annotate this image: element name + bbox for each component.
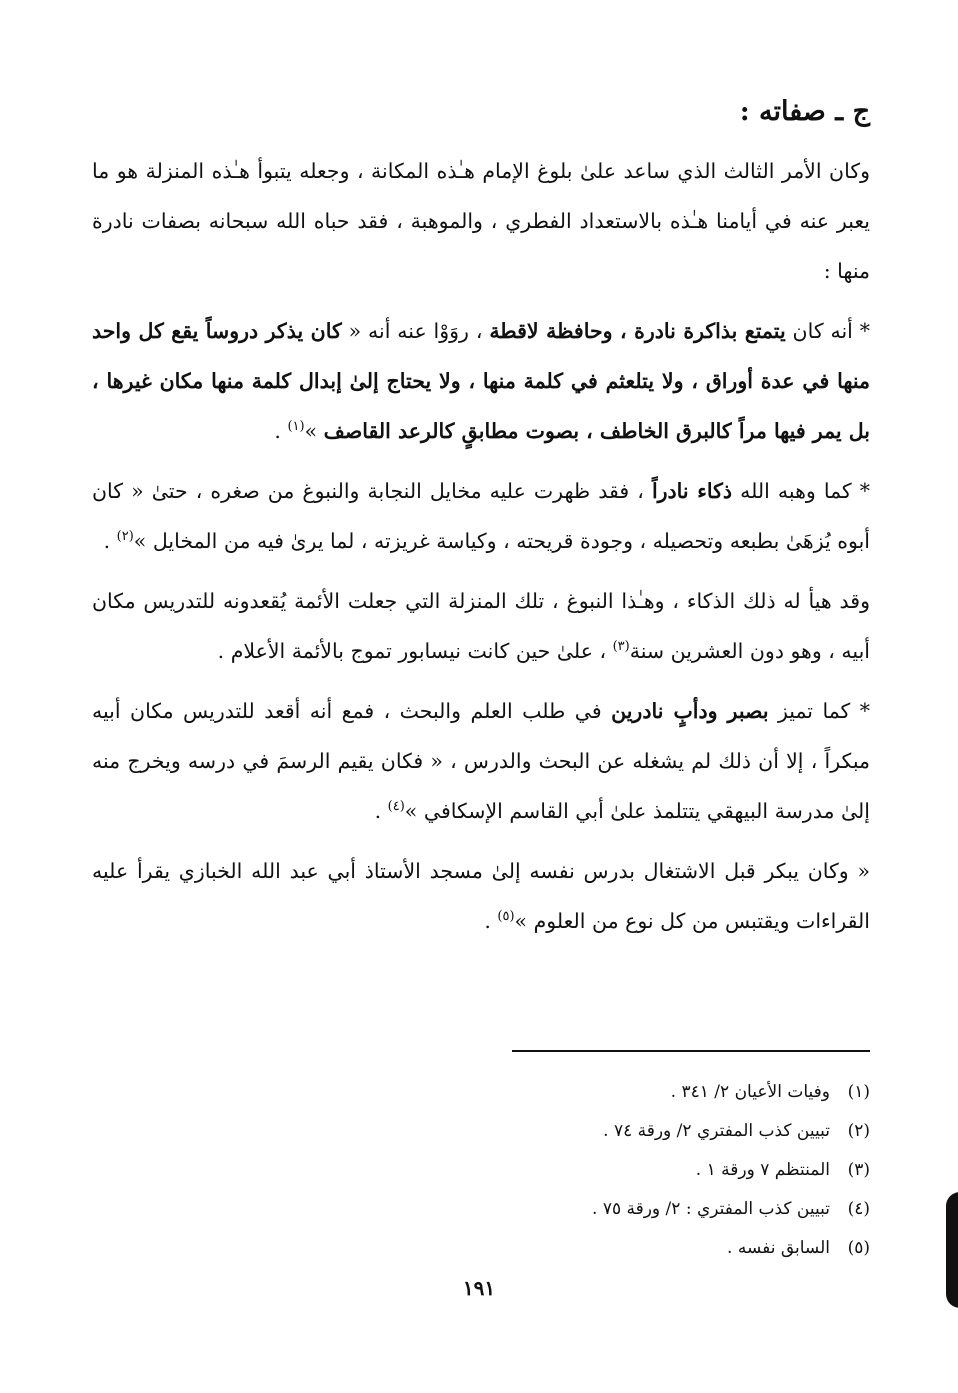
footnote-ref-3[interactable]: (٣) — [612, 639, 630, 655]
paragraph-teaching: وقد هيأ له ذلك الذكاء ، وهـٰذا النبوغ ، تلك المنزلة التي جعلت الأئمة يُقعدونه للتدريس مكان أبيه ، وهو دون العشرين سنة$^{(٣)}$ ، علىٰ حين كانت نيسابور تموج بالأئمة الأعلام . — [92, 589, 870, 663]
footnote-ref-5[interactable]: (٥) — [497, 909, 515, 925]
footnote-ref-2[interactable]: (٢) — [116, 529, 134, 545]
page-number: ١٩١ — [462, 1276, 496, 1300]
footnote-item: (٥) السابق نفسه . — [727, 1238, 870, 1258]
footnote-ref-4[interactable]: (٤) — [387, 799, 405, 815]
paragraph-intelligence: * كما وهبه الله ذكاء نادراً ، فقد ظهرت عليه مخايل النجابة والنبوغ من صغره ، حتىٰ « كان أبوه يُزهَىٰ بطبعه وتحصيله ، وجودة قريحته ، وكياسة غريزته ، لما يرىٰ فيه من المخايل »$^{(٢)}$ . — [92, 479, 870, 553]
paragraph-intro: وكان الأمر الثالث الذي ساعد علىٰ بلوغ الإمام هـٰذه المكانة ، وجعله يتبوأ هـٰذه المنزلة هو ما يعبر عنه في أيامنا هـٰذه بالاستعداد الفطري ، والموهبة ، فقد حباه الله سبحانه بصفات نادرة منها : — [92, 159, 870, 283]
paragraph-diligence: * كما تميز بصبر ودأبٍ نادرين في طلب العلم والبحث ، فمع أنه أقعد للتدريس مكان أبيه مبكراً ، إلا أن ذلك لم يشغله عن البحث والدرس ، « فكان يقيم الرسمَ في درسه ويخرج منه إلىٰ مدرسة البيهقي يتتلمذ علىٰ أبي القاسم الإسكافي »$^{(٤)}$ . — [92, 699, 870, 823]
footnotes — [370, 1073, 870, 1268]
footnote-item: (١) وفيات الأعيان ٢/ ٣٤١ . — [670, 1082, 870, 1102]
footnote-item: (٢) تبيين كذب المفتري ٢/ ورقة ٧٤ . — [603, 1121, 870, 1141]
paragraph-memory: * أنه كان يتمتع بذاكرة نادرة ، وحافظة لاقطة ، روَوْا عنه أنه « كان يذكر دروساً يقع كل واحد منها في عدة أوراق ، ولا يتلعثم في كلمة منها ، ولا يحتاج إلىٰ إبدال كلمة منها مكان غيرها ، بل يمر فيها مراً كالبرق الخاطف ، بصوت مطابقٍ كالرعد القاصف »$^{(١)}$ . — [92, 319, 870, 443]
scan-edge-mark — [946, 1192, 958, 1308]
page-body — [92, 92, 870, 956]
paragraph-study: « وكان يبكر قبل الاشتغال بدرس نفسه إلىٰ مسجد الأستاذ أبي عبد الله الخبازي يقرأ عليه القراءات ويقتبس من كل نوع من العلوم »$^{(٥)}$ . — [92, 859, 870, 933]
footnote-item: (٣) المنتظم ٧ ورقة ١ . — [695, 1160, 870, 1180]
footnote-item: (٤) تبيين كذب المفتري : ٢/ ورقة ٧٥ . — [592, 1199, 870, 1219]
section-heading: ج ـ صفاته : — [739, 96, 870, 127]
footnote-ref-1[interactable]: (١) — [287, 419, 305, 435]
footnote-divider — [512, 1050, 870, 1052]
